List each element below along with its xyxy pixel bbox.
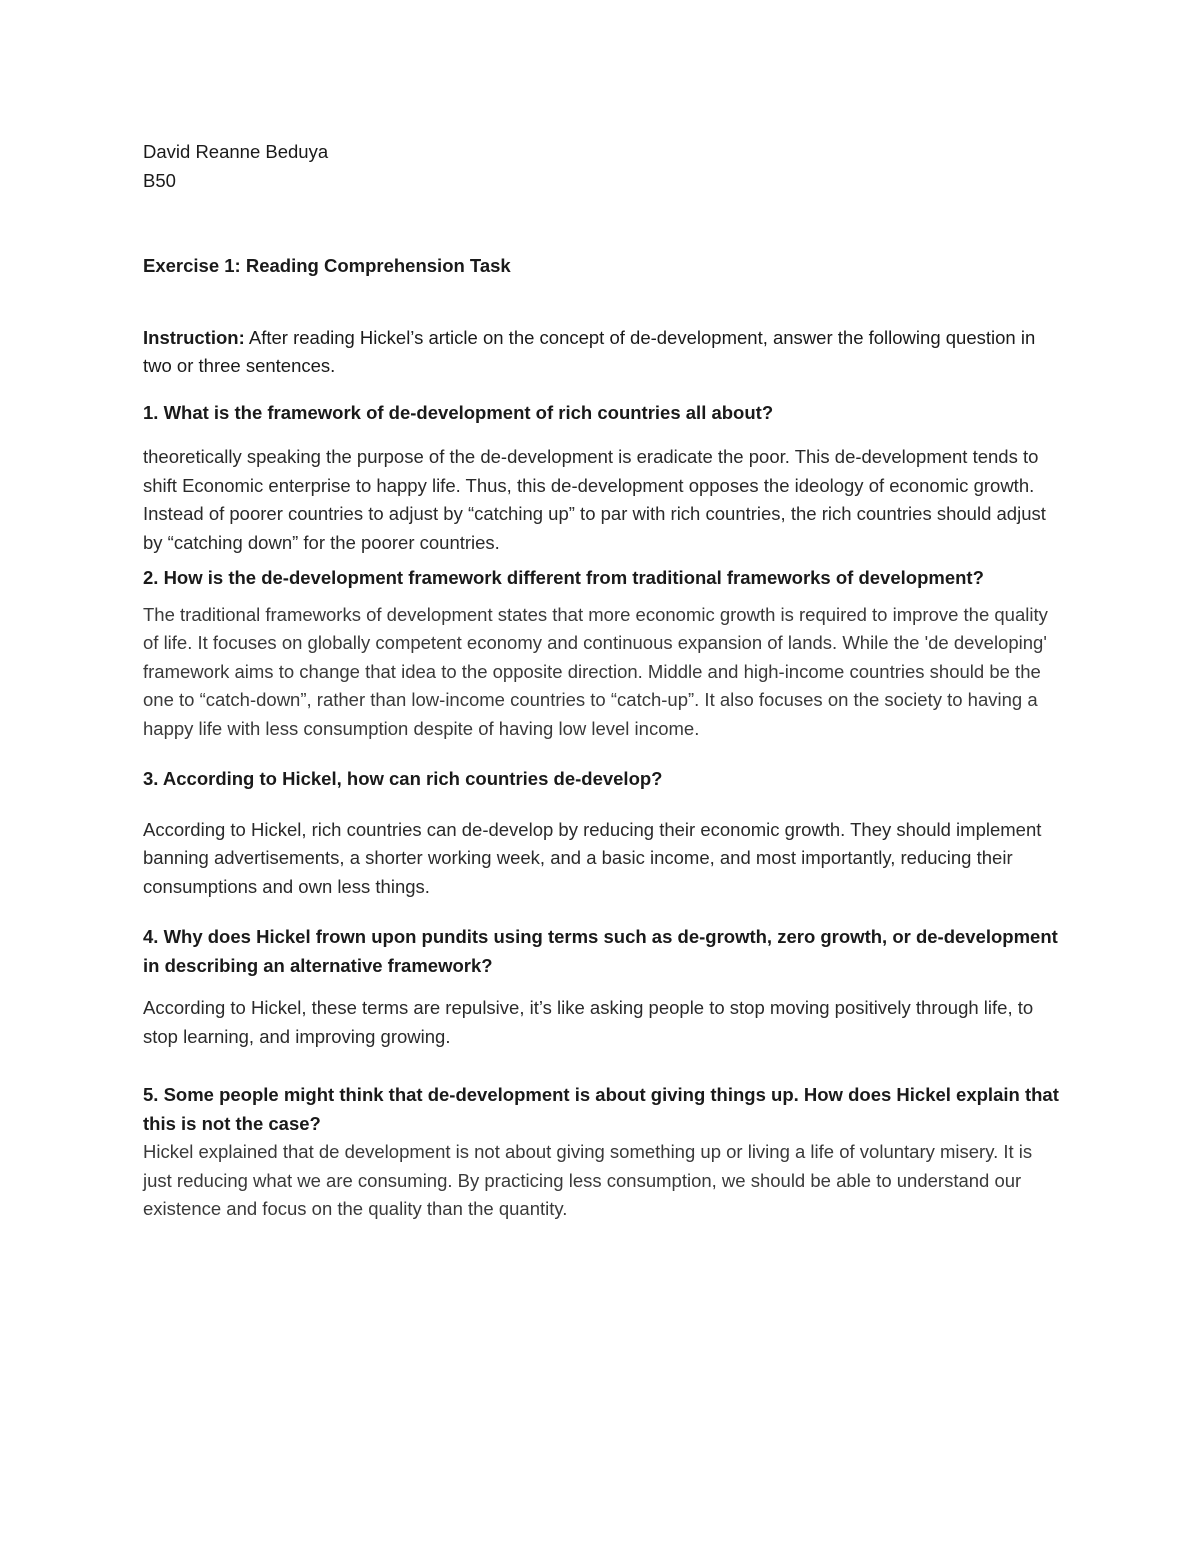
- student-section: B50: [143, 169, 176, 191]
- question-4: 4. Why does Hickel frown upon pundits using terms such as de-growth, zero growth, or de-development in describing an alternative framework?: [143, 926, 1058, 976]
- answer-1: theoretically speaking the purpose of the de-development is eradicate the poor. This de-development tends to shift Economic enterprise to happy life. Thus, this de-development opposes the ideology of economic growth. Instead of poorer countries to adjust by “catching up” to par with rich countries, the rich countries should adjust by “catching down” for the poorer countries.: [143, 446, 1046, 553]
- student-name: David Reanne Beduya: [143, 141, 329, 162]
- question-2: 2. How is the de-development framework different from traditional frameworks of development?: [143, 567, 984, 588]
- document-page: [143, 138, 1063, 1224]
- instruction-label: Instruction:: [143, 326, 245, 348]
- answer-3: According to Hickel, rich countries can de-develop by reducing their economic growth. They should implement banning advertisements, a shorter working week, and a basic income, and most importantly, reducing their consumptions and own less things.: [143, 818, 1042, 897]
- question-1: 1. What is the framework of de-development of rich countries all about?: [143, 401, 774, 423]
- question-3: 3. According to Hickel, how can rich countries de-develop?: [143, 768, 663, 789]
- question-5: 5. Some people might think that de-development is about giving things up. How does Hickel explain that this is not the case?: [143, 1084, 1059, 1134]
- exercise-title: Exercise 1: Reading Comprehension Task: [143, 255, 511, 276]
- answer-4: According to Hickel, these terms are repulsive, it’s like asking people to stop moving positively through life, to stop learning, and improving growing.: [143, 997, 1034, 1047]
- instruction-paragraph: [143, 324, 1063, 381]
- instruction-text: After reading Hickel’s article on the concept of de-development, answer the following question in two or three sentences.: [143, 326, 1036, 376]
- answer-5: Hickel explained that de development is not about giving something up or living a life of voluntary misery. It is just reducing what we are consuming. By practicing less consumption, we should be able to understand our existence and focus on the quality than the quantity.: [143, 1141, 1033, 1219]
- answer-2: The traditional frameworks of development states that more economic growth is required to improve the quality of life. It focuses on globally competent economy and continuous expansion of lands. While the 'de developing' framework aims to change that idea to the opposite direction. Middle and high-income countries should be the one to “catch-down”, rather than low-income countries to “catch-up”. It also focuses on the society to having a happy life with less consumption despite of having low level income.: [143, 603, 1048, 739]
